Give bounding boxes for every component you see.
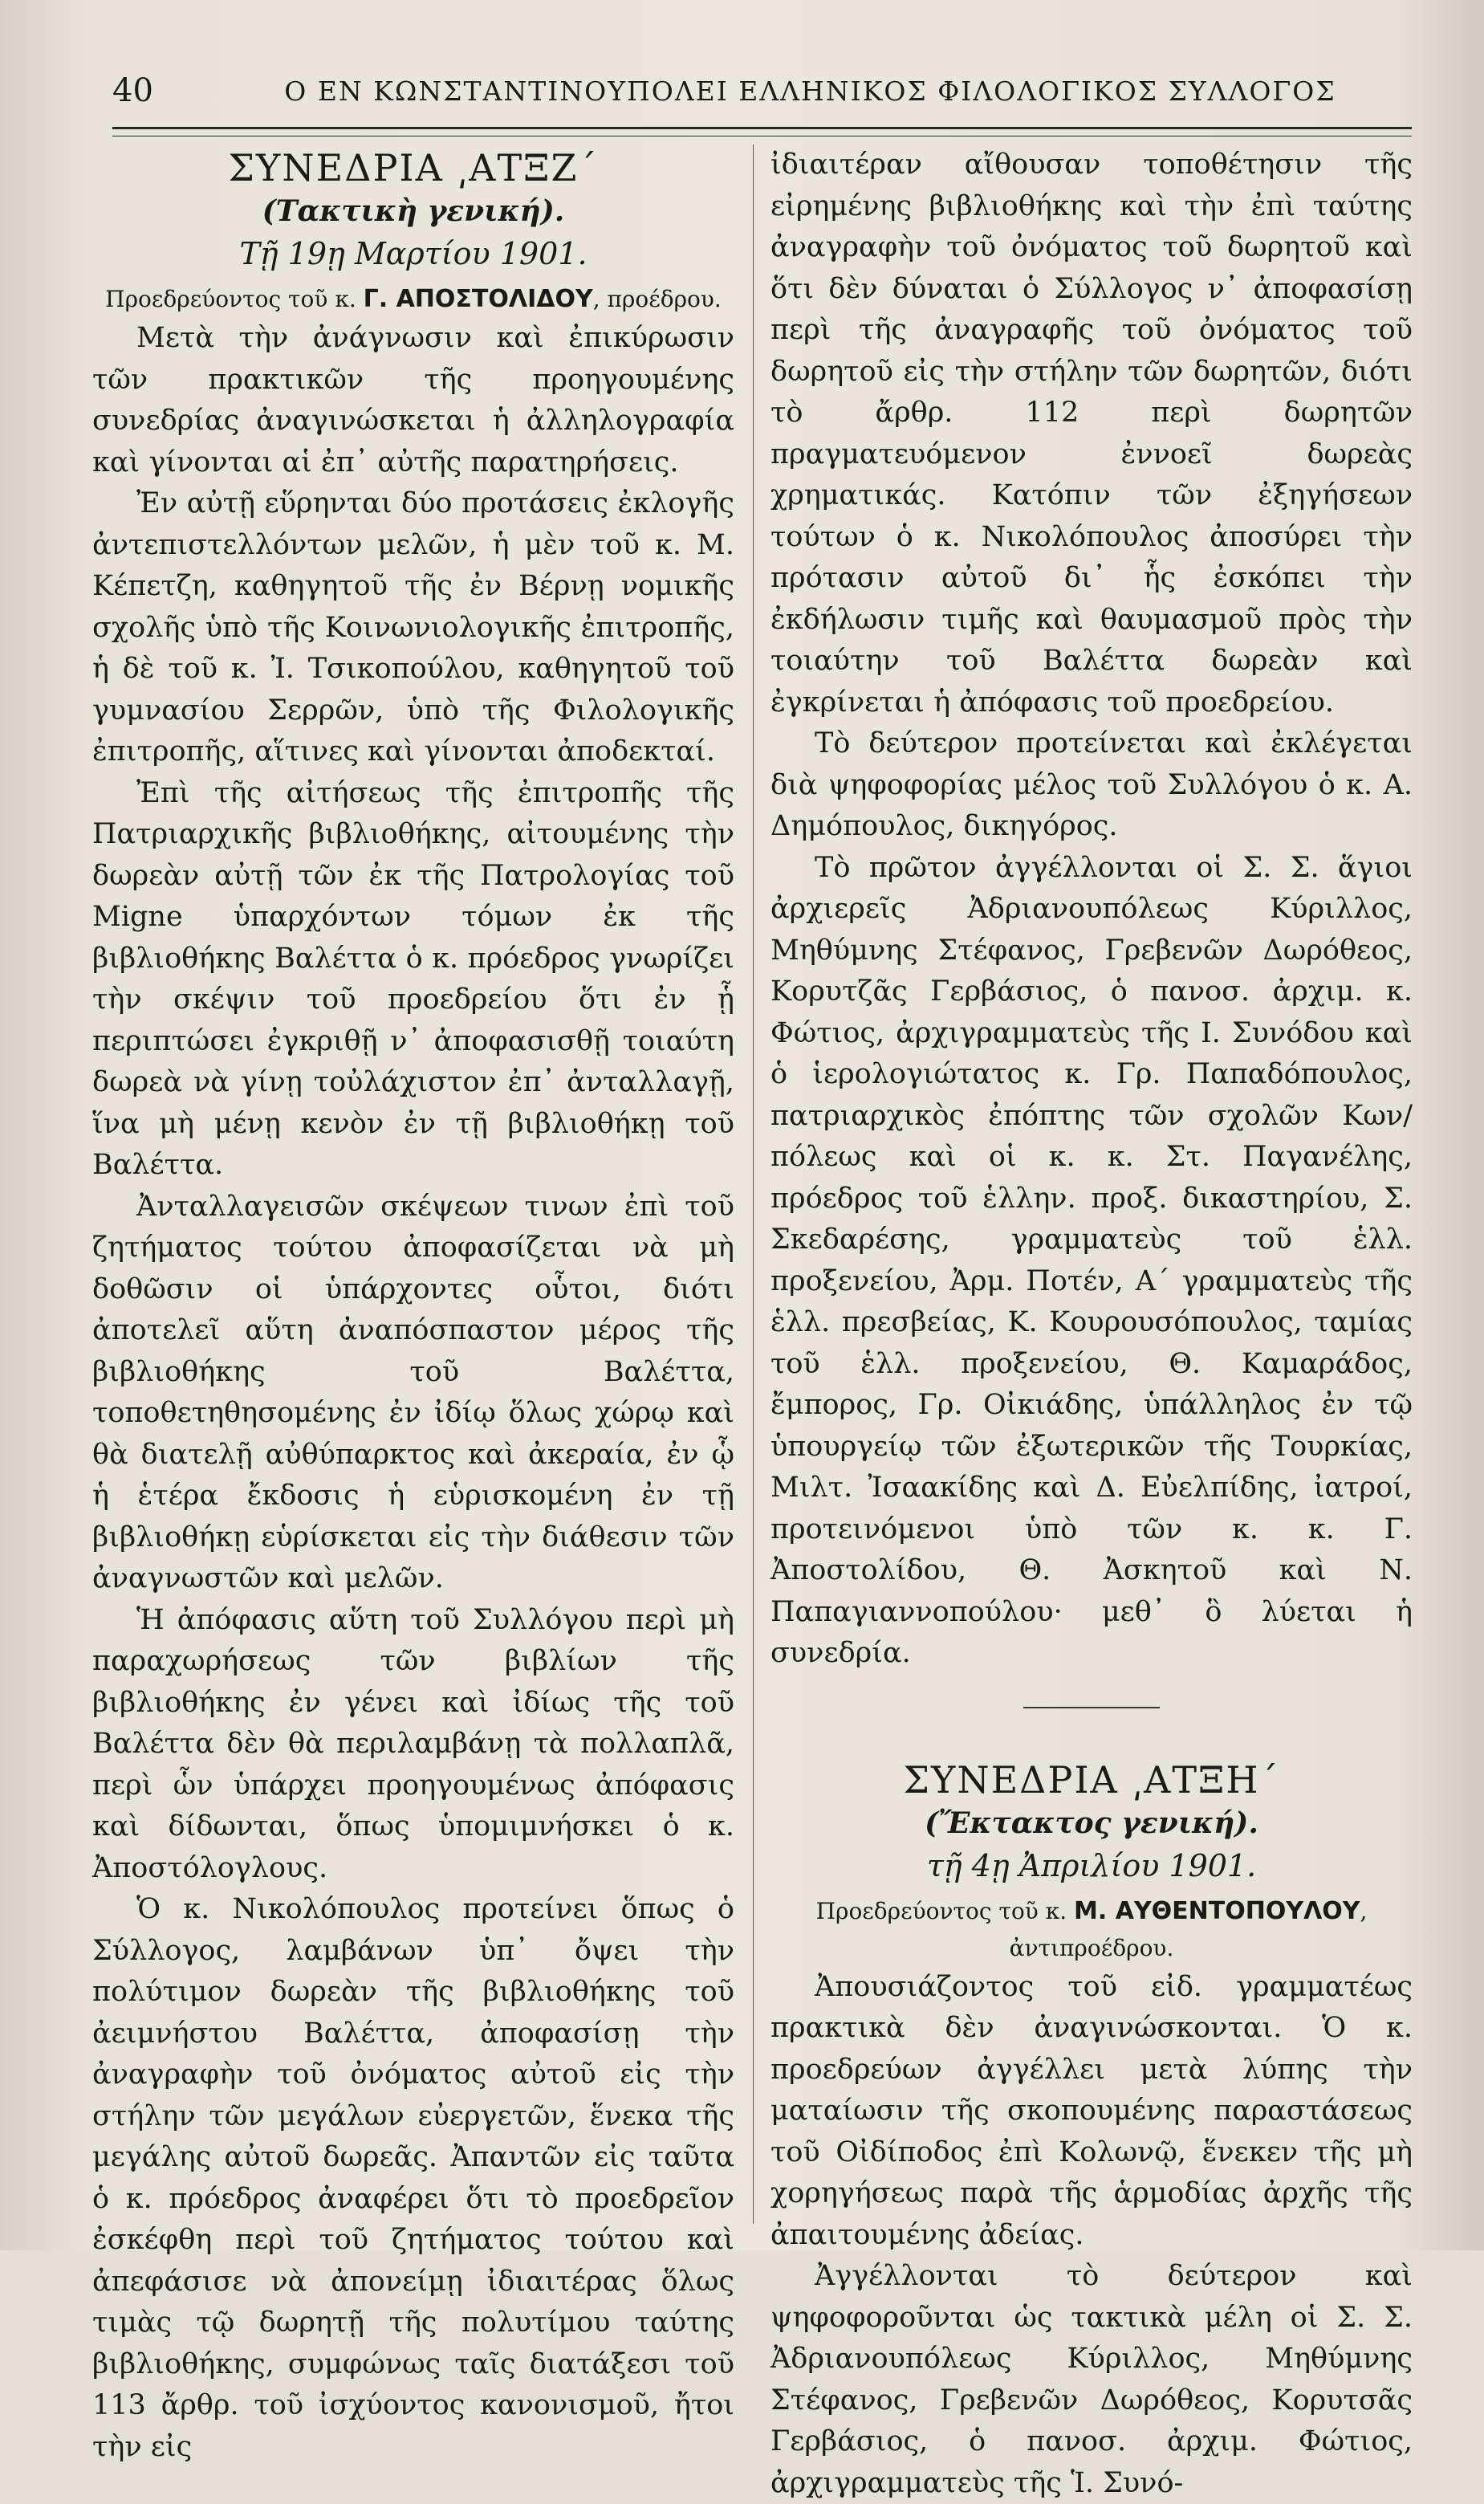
presidency-suffix: , ἀντιπροέδρου. (1009, 1897, 1368, 1961)
presidency-prefix: Προεδρεύοντος τοῦ κ. (815, 1897, 1075, 1924)
paragraph: Ἀγγέλλονται τὸ δεύτερον καὶ ψηφοφοροῦνται ὡς τακτικὰ μέλη οἱ Σ. Σ. Ἀδριανουπόλεως Κύριλλος, Μηθύμνης Στέφανος, Γρεβενῶν Δωρόθεος, Κορυτσᾶς Γερβάσιος, ὁ πανοσ. ἀρχιμ. Φώτιος, ἀρχιγραμματεὺς τῆς Ἱ. Συνό- (770, 2260, 1413, 2499)
paragraph: Μετὰ τὴν ἀνάγνωσιν καὶ ἐπικύρωσιν τῶν πρακτικῶν τῆς προηγουμένης συνεδρίας ἀναγινώσκεται ἡ ἀλληλογραφία καὶ γίνονται αἱ ἐπ᾽ αὐτῆς παρατηρήσεις. (92, 322, 734, 478)
column-divider (753, 145, 754, 2224)
session-type: (Τακτικὴ γενική). (262, 194, 565, 228)
presidency-line (770, 1893, 1413, 1967)
paragraph: Τὸ δεύτερον προτείνεται καὶ ἐκλέγεται διὰ ψηφοφορίας μέλος τοῦ Συλλόγου ὁ κ. Α. Δημόπουλος, δικηγόρος. (770, 727, 1413, 842)
session-date: Τῇ 19ῃ Μαρτίου 1901. (239, 236, 588, 271)
section-divider (1023, 1707, 1160, 1708)
presidency-line (92, 281, 734, 318)
page-number: 40 (112, 72, 153, 109)
president-name: Μ. ΑΥΘΕΝΤΟΠΟΥΛΟΥ (1074, 1896, 1360, 1925)
paragraph: Ἐν αὐτῇ εὕρηνται δύο προτάσεις ἐκλογῆς ἀντεπιστελλόντων μελῶν, ἡ μὲν τοῦ κ. Μ. Κέπετζη, καθηγητοῦ τῆς ἐν Βέρνῃ νομικῆς σχολῆς ὑπὸ τῆς Κοινωνιολογικῆς ἐπιτροπῆς, ἡ δὲ τοῦ κ. Ἰ. Τσικοπούλου, καθηγητοῦ τοῦ γυμνασίου Σερρῶν, ὑπὸ τῆς Φιλολογικῆς ἐπιτροπῆς, αἵτινες καὶ γίνονται ἀποδεκταί. (92, 487, 734, 767)
paragraph: ἰδιαιτέραν αἴθουσαν τοποθέτησιν τῆς εἰρημένης βιβλιοθήκης καὶ τὴν ἐπὶ ταύτης ἀναγραφὴν τοῦ ὀνόματος τοῦ δωρητοῦ καὶ ὅτι δὲν δύναται ὁ Σύλλογος ν᾽ ἀποφασίσῃ περὶ τῆς ἀναγραφῆς τοῦ ὀνόματος τοῦ δωρητοῦ εἰς τὴν στήλην τῶν δωρητῶν, διότι τὸ ἄρθρ. 112 περὶ δωρητῶν πραγματευόμενον ἐννοεῖ δωρεὰς χρηματικάς. Κατόπιν τῶν ἐξηγήσεων τούτων ὁ κ. Νικολόπουλος ἀποσύρει τὴν πρότασιν αὐτοῦ δι᾽ ἧς ἐσκόπει τὴν ἐκδήλωσιν τιμῆς καὶ θαυμασμοῦ πρὸς τὴν τοιαύτην τοῦ Βαλέττα δωρεὰν καὶ ἐγκρίνεται ἡ ἀπόφασις τοῦ προεδρείου. (770, 149, 1413, 719)
paragraph: Ὁ κ. Νικολόπουλος προτείνει ὅπως ὁ Σύλλογος, λαμβάνων ὑπ᾽ ὄψει τὴν πολύτιμον δωρεὰν τῆς βιβλιοθήκης τοῦ ἀειμνήστου Βαλέττα, ἀποφασίσῃ τὴν ἀναγραφὴν τοῦ ὀνόματος αὐτοῦ εἰς τὴν στήλην τῶν μεγάλων εὐεργετῶν, ἕνεκα τῆς μεγάλης αὐτοῦ δωρεᾶς. Ἀπαντῶν εἰς ταῦτα ὁ κ. πρόεδρος ἀναφέρει ὅτι τὸ προεδρεῖον ἐσκέφθη περὶ τοῦ ζητήματος τούτου καὶ ἀπεφάσισε νὰ ἀπονείμῃ ἰδιαιτέρας ὅλως τιμὰς τῷ δωρητῇ τῆς πολυτίμου ταύτης βιβλιοθήκης, συμφώνως ταῖς διατάξεσι τοῦ 113 ἄρθρ. τοῦ ἰσχύοντος κανονισμοῦ, ἤτοι τὴν εἰς (92, 1893, 734, 2463)
page-header (112, 63, 1412, 119)
left-column (92, 145, 734, 2468)
presidency-prefix: Προεδρεύοντος τοῦ κ. (105, 286, 364, 312)
header-rule (112, 127, 1412, 136)
session-type: (Ἔκτακτος γενική). (925, 1806, 1258, 1840)
paragraph: Ἐπὶ τῆς αἰτήσεως τῆς ἐπιτροπῆς τῆς Πατριαρχικῆς βιβλιοθήκης, αἰτουμένης τὴν δωρεὰν αὐτῇ τῶν ἐκ τῆς Πατρολογίας τοῦ Migne ὑπαρχόντων τόμων ἐκ τῆς βιβλιοθήκης Βαλέττα ὁ κ. πρόεδρος γνωρίζει τὴν σκέψιν τοῦ προεδρείου ὅτι ἐν ᾗ περιπτώσει ἐγκριθῇ ν᾽ ἀποφασισθῇ τοιαύτη δωρεὰ νὰ γίνῃ τοὐλάχιστον ἐπ᾽ ἀνταλλαγῇ, ἵνα μὴ μένῃ κενὸν ἐν τῇ βιβλιοθήκῃ τοῦ Βαλέττα. (92, 776, 734, 1181)
session-date: τῇ 4ῃ Ἀπριλίου 1901. (926, 1847, 1257, 1883)
paragraph: Τὸ πρῶτον ἀγγέλλονται οἱ Σ. Σ. ἅγιοι ἀρχιερεῖς Ἀδριανουπόλεως Κύριλλος, Μηθύμνης Στέφανος, Γρεβενῶν Δωρόθεος, Κορυτζᾶς Γερβάσιος, ὁ πανοσ. ἀρχιμ. κ. Φώτιος, ἀρχιγραμματεὺς τῆς Ι. Συνόδου καὶ ὁ ἱερολογιώτατος κ. Γρ. Παπαδόπουλος, πατριαρχικὸς ἐπόπτης τῶν σχολῶν Κων/πόλεως καὶ οἱ κ. κ. Στ. Παγανέλης, πρόεδρος τοῦ ἑλλην. προξ. δικαστηρίου, Σ. Σκεδαρέσης, γραμματεὺς τοῦ ἑλλ. προξενείου, Ἀρμ. Ποτέν, Α΄ γραμματεὺς τῆς ἑλλ. πρεσβείας, Κ. Κουρουσόπουλος, ταμίας τοῦ ἑλλ. προξενείου, Θ. Καμαράδος, ἔμπορος, Γρ. Οἰκιάδης, ὑπάλληλος ἐν τῷ ὑπουργείῳ τῶν ἐξωτερικῶν τῆς Τουρκίας, Μιλτ. Ἰσαακίδης καὶ Δ. Εὐελπίδης, ἰατροί, προτεινόμενοι ὑπὸ τῶν κ. κ. Γ. Ἀποστολίδου, Θ. Ἀσκητοῦ καὶ Ν. Παπαγιαννοπούλου· μεθ᾽ ὃ λύεται ἡ συνεδρία. (770, 851, 1413, 1669)
presidency-suffix: , προέδρου. (592, 286, 722, 312)
running-head: Ο ΕΝ ΚΩΝΣΤΑΝΤΙΝΟΥΠΟΛΕΙ ΕΛΛΗΝΙΚΟΣ ΦΙΛΟΛΟΓΙΚΟΣ ΣΥΛΛΟΓΟΣ (284, 75, 1336, 107)
session-title: ΣΥΝΕΔΡΙΑ ͵ΑΤΞΗ΄ (903, 1757, 1280, 1802)
paragraph: Ἀπουσιάζοντος τοῦ εἰδ. γραμματέως πρακτικὰ δὲν ἀναγινώσκονται. Ὁ κ. προεδρεύων ἀγγέλλει μετὰ λύπης τὴν ματαίωσιν τῆς σκοπουμένης παραστάσεως τοῦ Οἰδίποδος ἐπὶ Κολωνῷ, ἕνεκεν τῆς μὴ χορηγήσεως παρὰ τῆς ἁρμοδίας ἀρχῆς τῆς ἀπαιτουμένης ἀδείας. (770, 1970, 1413, 2251)
paragraph: Ἡ ἀπόφασις αὕτη τοῦ Συλλόγου περὶ μὴ παραχωρήσεως τῶν βιβλίων τῆς βιβλιοθήκης ἐν γένει καὶ ἰδίως τῆς τοῦ Βαλέττα δὲν θὰ περιλαμβάνῃ τὰ πολλαπλᾶ, περὶ ὧν ὑπάρχει προηγουμένως ἀπόφασις καὶ δίδωνται, ὅπως ὑπομιμνήσκει ὁ κ. Ἀποστόλογλους. (92, 1603, 734, 1884)
paragraph: Ἀνταλλαγεισῶν σκέψεων τινων ἐπὶ τοῦ ζητήματος τούτου ἀποφασίζεται νὰ μὴ δοθῶσιν οἱ ὑπάρχοντες οὗτοι, διότι ἀποτελεῖ αὕτη ἀναπόσπαστον μέρος τῆς βιβλιοθήκης τοῦ Βαλέττα, τοποθετηθησομένης ἐν ἰδίῳ ὅλως χώρῳ καὶ θὰ διατελῇ αὐθύπαρκτος καὶ ἀκεραία, ἐν ᾧ ἡ ἑτέρα ἔκδοσις ἡ εὑρισκομένη ἐν τῇ βιβλιοθήκῃ εὑρίσκεται εἰς τὴν διάθεσιν τῶν ἀναγνωστῶν καὶ μελῶν. (92, 1190, 734, 1594)
right-column (770, 145, 1413, 2504)
session-title: ΣΥΝΕΔΡΙΑ ͵ΑΤΞΖ΄ (228, 146, 599, 189)
president-name: Γ. ΑΠΟΣΤΟΛΙΔΟΥ (363, 285, 593, 313)
